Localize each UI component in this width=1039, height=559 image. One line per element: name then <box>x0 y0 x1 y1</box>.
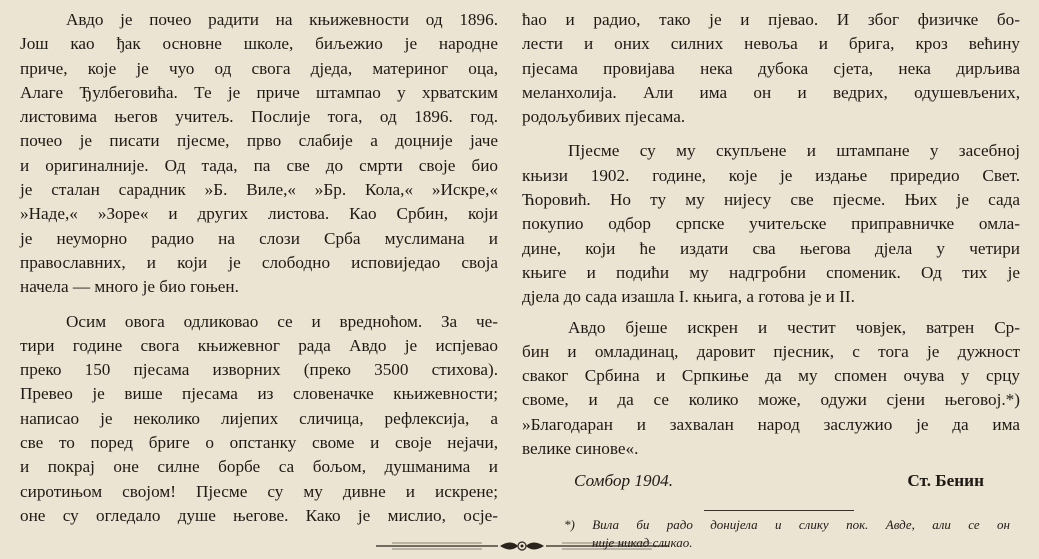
text-line: Ћоровић. Но ту му нијесу све пјесме. Њих је сада <box>522 190 1020 210</box>
text-line: тири године свога књижевног рада Авдо је испјевао <box>20 335 498 355</box>
text-line: листовима његов учитељ. Послије тога, од 1896. год. <box>20 107 498 127</box>
footnote-line: *) Вила би радо донијела и слику пок. Авде, али се он <box>564 516 1010 532</box>
text-line: Авдо је почео радити на књижевности од 1896. <box>66 10 498 29</box>
text-line: књизи 1902. године, које је издање приредио Свет. <box>522 165 1020 185</box>
right-paragraph-3 <box>522 316 1020 462</box>
signature-place-date: Сомбор 1904. <box>574 471 674 491</box>
text-line: православних, и који је слободно исповиједао своја <box>20 252 498 272</box>
left-paragraph-2 <box>20 310 498 529</box>
text-line: Превео је више пјесама из словеначке књижевности; <box>20 384 498 404</box>
text-line: дјела до сада изашла I. књига, а готова је и II. <box>522 287 855 307</box>
right-paragraph-2 <box>522 139 1020 309</box>
text-line: бин и омладинац, даровит пјесник, с тога је дужност <box>522 341 1020 361</box>
text-line: Пјесме су му скупљене и штампане у засебној <box>568 141 1020 161</box>
text-line: је сталан сарадник »Б. Виле,« »Бр. Кола,« »Искре,« <box>20 180 498 200</box>
text-line: Још као ђак основне школе, биљежио је народне <box>20 34 498 54</box>
text-line: књиге и подићи му надгробни споменик. Од тих је <box>522 262 1020 282</box>
text-line: ћао и радио, тако је и пјевао. И због физичке бо- <box>522 10 1020 29</box>
text-line: пјесама провијава нека дубока сјета, нека дирљива <box>522 58 1020 78</box>
footnote-line: није никад сликао. <box>592 534 693 550</box>
text-line: покупио одбор српске учитељске приправничке омла- <box>522 214 1020 234</box>
right-column <box>522 8 1020 552</box>
text-line: почео је писати пјесме, прво слабије а доцније јаче <box>20 131 498 151</box>
text-line: »Наде,« »Зоре« и других листова. Као Србин, који <box>20 204 498 224</box>
text-line: сваког Србина и Српкиње да му спомен очува у срцу <box>522 366 1020 386</box>
text-line: написао је неколико лијепих сличица, рефлексија, а <box>20 408 498 428</box>
text-line: родољубивих пјесама. <box>522 107 686 127</box>
text-line: лести и оних силних невоља и брига, кроз већину <box>522 34 1020 54</box>
text-line: начела — много је био гоњен. <box>20 277 239 297</box>
signature <box>522 469 1020 493</box>
signature-author: Ст. Бенин <box>907 471 984 491</box>
right-paragraph-1 <box>522 8 1020 129</box>
text-line: оне су огледало душе његове. Како је мислио, осје- <box>20 505 498 525</box>
ornamental-divider <box>372 538 672 554</box>
text-line: приче, које је чуо од свога дједа, материног оца, <box>20 58 498 78</box>
text-line: и покрај оне силне борбе са бољом, душманима и <box>20 457 498 477</box>
left-column <box>20 8 498 528</box>
text-line: дине, који ће издати сва његова дјела у четири <box>522 238 1020 258</box>
text-line: меланхолија. Али има он и ведрих, одушевљених, <box>522 82 1020 102</box>
text-line: и оригиналније. Од тада, па све до смрти своје био <box>20 155 498 175</box>
text-line: своме, и да се колико може, одужи сјени његовој.*) <box>522 390 1020 410</box>
text-line: сиротињом својом! Пјесме су му дивне и искрене; <box>20 481 498 501</box>
footnote-rule <box>704 510 854 511</box>
text-line: је неуморно радио на слози Срба муслимана и <box>20 228 498 248</box>
text-line: »Благодаран и захвалан народ заслужио је да има <box>522 414 1020 434</box>
text-line: све то поред бриге о опстанку своме и своје нејачи, <box>20 433 498 453</box>
text-line: Осим овога одликовао се и вредноћом. За че- <box>66 311 498 331</box>
text-line: Авдо бјеше искрен и честит човјек, ватрен Ср- <box>568 317 1020 337</box>
text-line: велике синове«. <box>522 439 639 459</box>
text-line: преко 150 пјесама изворних (преко 3500 стихова). <box>20 360 498 380</box>
left-paragraph-1 <box>20 8 498 300</box>
text-line: Алаге Ђулбеговића. Те је приче штампао у хрватским <box>20 82 498 102</box>
